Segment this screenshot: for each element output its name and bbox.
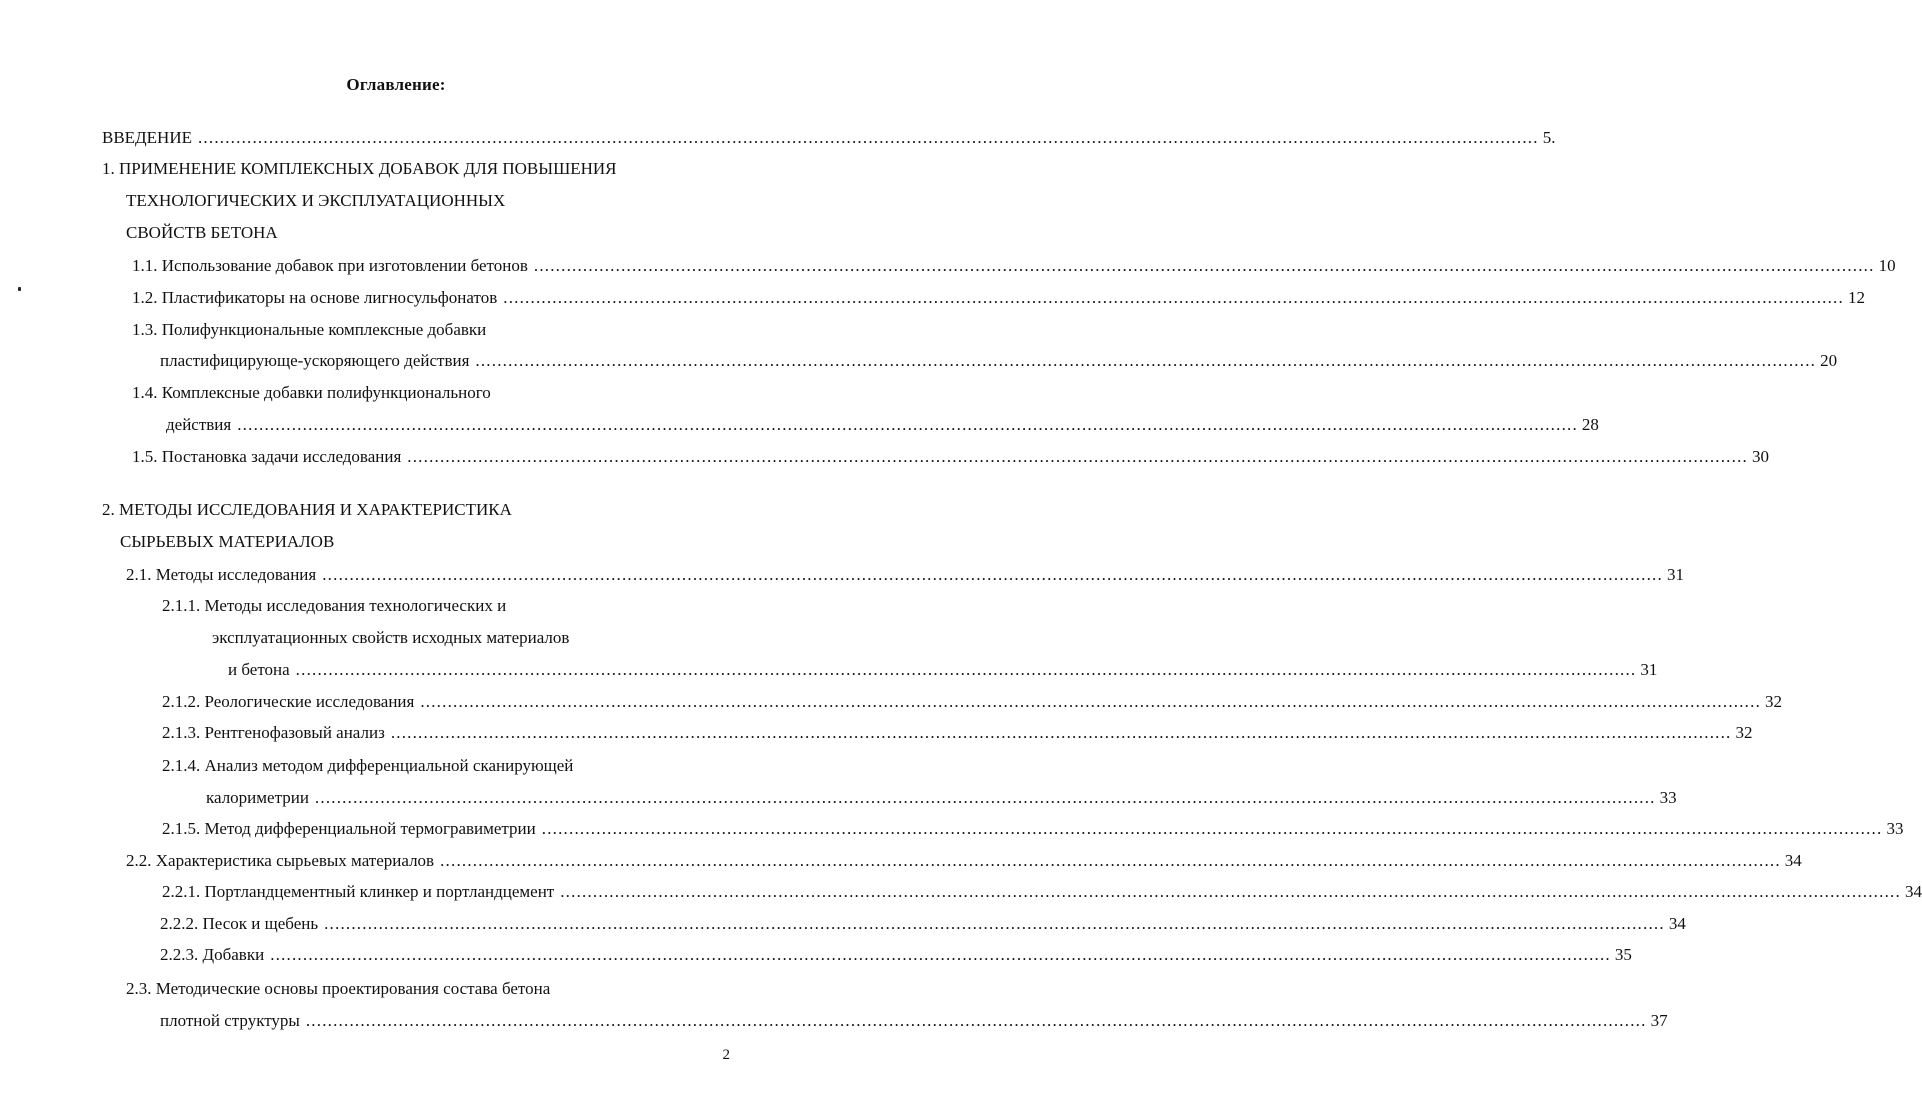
toc-entry-page: 20 [1820, 351, 1838, 370]
toc-entry-2-2-2 [160, 914, 1686, 934]
toc-entry-1-2 [132, 288, 1865, 308]
toc-entry-page: 32 [1735, 723, 1753, 742]
toc-entry-page: 37 [1650, 1011, 1668, 1030]
dot-leader: ...................................................................................................................................................................................................................................................... [440, 851, 1781, 870]
toc-entry-label: 1.2. Пластификаторы на основе лигносульфонатов [132, 288, 498, 307]
toc-entry-page: 5. [1542, 128, 1556, 147]
toc-entry-label: 2.1.3. Рентгенофазовый анализ [162, 723, 385, 742]
dot-leader: ...................................................................................................................................................................................................................................................... [533, 256, 1875, 275]
toc-entry-label: действия [166, 415, 232, 434]
dot-leader: ...................................................................................................................................................................................................................................................... [237, 415, 1578, 434]
toc-chapter-1-line-2: ТЕХНОЛОГИЧЕСКИХ И ЭКСПЛУАТАЦИОННЫХ [126, 191, 506, 210]
toc-entry-2-1-1-line-1: 2.1.1. Методы исследования технологических и [162, 596, 507, 615]
toc-entry-label: 2.1.5. Метод дифференциальной термогравиметрии [162, 819, 536, 838]
toc-entry-2-1-4-line-1: 2.1.4. Анализ методом дифференциальной сканирующей [162, 756, 574, 775]
toc-entry-label: плотной структуры [160, 1011, 300, 1030]
toc-entry-1-3 [160, 351, 1838, 371]
dot-leader: ...................................................................................................................................................................................................................................................... [475, 351, 1817, 370]
toc-entry-introduction [102, 128, 1556, 148]
toc-entry-label: и бетона [228, 660, 290, 679]
toc-entry-label: 2.1.2. Реологические исследования [162, 692, 415, 711]
page-number: 2 [722, 1047, 730, 1063]
toc-chapter-1-line-1: 1. ПРИМЕНЕНИЕ КОМПЛЕКСНЫХ ДОБАВОК ДЛЯ ПОВЫШЕНИЯ [102, 159, 617, 178]
dot-leader: ...................................................................................................................................................................................................................................................... [407, 447, 1748, 466]
toc-entry-page: 33 [1659, 788, 1677, 807]
toc-entry-label: калориметрии [206, 788, 309, 807]
toc-entry-2-1 [126, 565, 1684, 585]
toc-entry-label: 1.5. Постановка задачи исследования [132, 447, 402, 466]
toc-entry-2-2-3 [160, 945, 1632, 965]
toc-chapter-2-line-1: 2. МЕТОДЫ ИССЛЕДОВАНИЯ И ХАРАКТЕРИСТИКА [102, 500, 512, 519]
toc-entry-2-1-5 [162, 819, 1904, 839]
toc-entry-page: 31 [1640, 660, 1658, 679]
toc-entry-2-1-3 [162, 723, 1753, 743]
toc-entry-label: 1.1. Использование добавок при изготовлении бетонов [132, 256, 528, 275]
toc-entry-label: 2.1. Методы исследования [126, 565, 317, 584]
toc-entry-page: 33 [1886, 819, 1904, 838]
toc-entry-label: 2.2.2. Песок и щебень [160, 914, 319, 933]
dot-leader: ...................................................................................................................................................................................................................................................... [324, 914, 1665, 933]
toc-chapter-2-line-2: СЫРЬЕВЫХ МАТЕРИАЛОВ [120, 532, 335, 551]
toc-entry-page: 35 [1614, 945, 1632, 964]
toc-entry-label: пластифицирующе-ускоряющего действия [160, 351, 470, 370]
toc-entry-2-1-1-line-2: эксплуатационных свойств исходных материалов [212, 628, 570, 647]
dot-leader: ...................................................................................................................................................................................................................................................... [560, 882, 1901, 901]
dot-leader: ...................................................................................................................................................................................................................................................... [541, 819, 1883, 838]
dot-leader: ...................................................................................................................................................................................................................................................... [197, 128, 1539, 147]
toc-title: Оглавление: [346, 75, 446, 94]
toc-entry-1-4 [166, 415, 1599, 435]
toc-entry-label: 2.2. Характеристика сырьевых материалов [126, 851, 435, 870]
dot-leader: ...................................................................................................................................................................................................................................................... [322, 565, 1663, 584]
dot-leader: ...................................................................................................................................................................................................................................................... [295, 660, 1637, 679]
dot-leader: ...................................................................................................................................................................................................................................................... [314, 788, 1656, 807]
toc-entry-2-1-1 [228, 660, 1658, 680]
toc-entry-page: 31 [1666, 565, 1684, 584]
toc-entry-1-3-line-1: 1.3. Полифункциональные комплексные добавки [132, 320, 487, 339]
toc-entry-label: ВВЕДЕНИЕ [102, 128, 192, 147]
toc-entry-page: 28 [1581, 415, 1599, 434]
toc-entry-page: 30 [1751, 447, 1769, 466]
toc-entry-2-2 [126, 851, 1802, 871]
toc-entry-label: 2.2.1. Портландцементный клинкер и портландцемент [162, 882, 555, 901]
toc-entry-2-3 [160, 1011, 1668, 1031]
toc-entry-page: 34 [1904, 882, 1922, 901]
toc-entry-page: 34 [1784, 851, 1802, 870]
scan-speck [18, 287, 21, 291]
toc-entry-label: 2.2.3. Добавки [160, 945, 265, 964]
toc-entry-2-1-4 [206, 788, 1677, 808]
dot-leader: ...................................................................................................................................................................................................................................................... [390, 723, 1732, 742]
toc-entry-2-3-line-1: 2.3. Методические основы проектирования состава бетона [126, 979, 551, 998]
dot-leader: ...................................................................................................................................................................................................................................................... [270, 945, 1611, 964]
toc-entry-1-4-line-1: 1.4. Комплексные добавки полифункционального [132, 383, 491, 402]
toc-entry-1-5 [132, 447, 1769, 467]
toc-entry-page: 12 [1847, 288, 1865, 307]
toc-entry-page: 32 [1765, 692, 1783, 711]
dot-leader: ...................................................................................................................................................................................................................................................... [503, 288, 1844, 307]
toc-entry-2-1-2 [162, 692, 1783, 712]
toc-chapter-1-line-3: СВОЙСТВ БЕТОНА [126, 223, 278, 242]
toc-entry-page: 10 [1878, 256, 1896, 275]
dot-leader: ...................................................................................................................................................................................................................................................... [305, 1011, 1647, 1030]
toc-entry-1-1 [132, 256, 1896, 276]
dot-leader: ...................................................................................................................................................................................................................................................... [420, 692, 1762, 711]
toc-entry-2-2-1 [162, 882, 1922, 902]
toc-entry-page: 34 [1668, 914, 1686, 933]
